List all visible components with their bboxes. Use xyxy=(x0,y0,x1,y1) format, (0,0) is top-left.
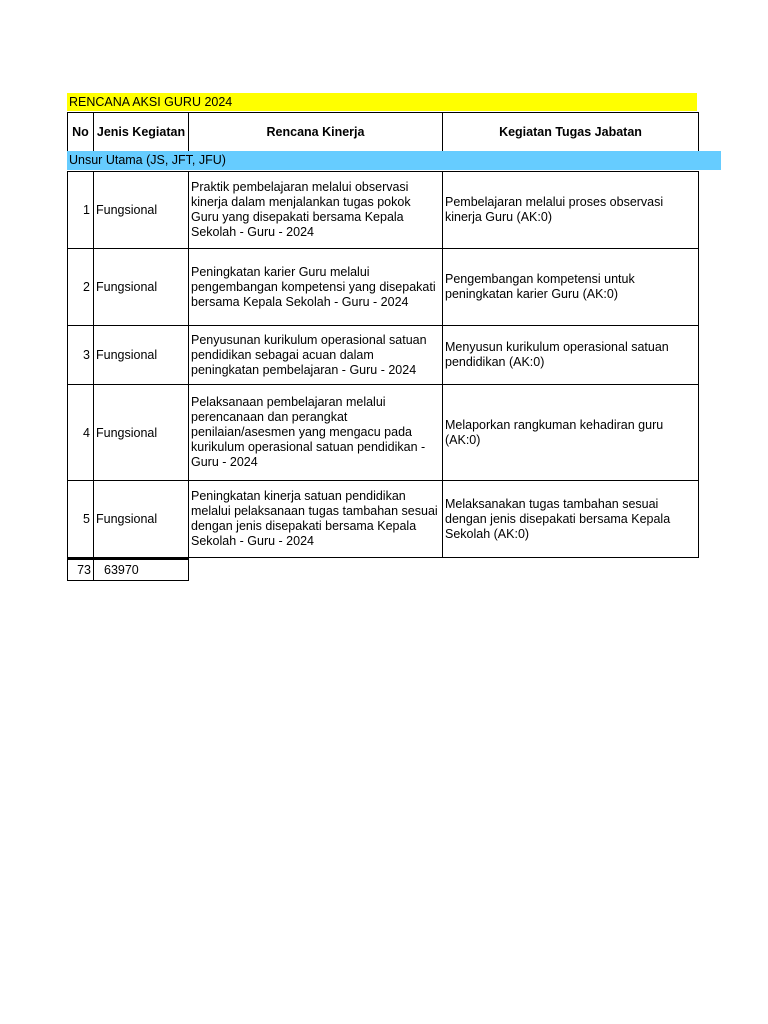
row-kegiatan: Melaksanakan tugas tambahan sesuai dengan jenis disepakati bersama Kepala Sekolah (AK:0) xyxy=(443,481,699,558)
action-plan-table xyxy=(67,112,699,558)
row-jenis: Fungsional xyxy=(94,326,189,385)
row-no: 3 xyxy=(68,326,94,385)
document-title: RENCANA AKSI GURU 2024 xyxy=(67,93,697,111)
header-jenis-kegiatan: Jenis Kegiatan xyxy=(94,113,189,152)
footer-left-value: 73 xyxy=(68,559,94,581)
row-kegiatan: Pembelajaran melalui proses observasi kinerja Guru (AK:0) xyxy=(443,172,699,249)
row-kegiatan: Melaporkan rangkuman kehadiran guru (AK:0) xyxy=(443,385,699,481)
row-rencana: Pelaksanaan pembelajaran melalui perencanaan dan perangkat penilaian/asesmen yang mengacu pada kurikulum operasional satuan pendidikan - Guru - 2024 xyxy=(189,385,443,481)
row-no: 5 xyxy=(68,481,94,558)
row-no: 4 xyxy=(68,385,94,481)
table-row xyxy=(68,481,699,558)
row-jenis: Fungsional xyxy=(94,481,189,558)
row-rencana: Peningkatan karier Guru melalui pengembangan kompetensi yang disepakati bersama Kepala Sekolah - Guru - 2024 xyxy=(189,249,443,326)
header-row xyxy=(68,113,699,152)
header-no: No xyxy=(68,113,94,152)
table-row xyxy=(68,326,699,385)
header-rencana-kinerja: Rencana Kinerja xyxy=(189,113,443,152)
row-no: 2 xyxy=(68,249,94,326)
row-rencana: Praktik pembelajaran melalui observasi kinerja dalam menjalankan tugas pokok Guru yang disepakati bersama Kepala Sekolah - Guru - 2024 xyxy=(189,172,443,249)
table-row xyxy=(68,385,699,481)
header-kegiatan-tugas-jabatan: Kegiatan Tugas Jabatan xyxy=(443,113,699,152)
section-unsur-utama: Unsur Utama (JS, JFT, JFU) xyxy=(67,151,721,170)
row-kegiatan: Pengembangan kompetensi untuk peningkatan karier Guru (AK:0) xyxy=(443,249,699,326)
row-jenis: Fungsional xyxy=(94,172,189,249)
row-rencana: Peningkatan kinerja satuan pendidikan melalui pelaksanaan tugas tambahan sesuai dengan jenis disepakati bersama Kepala Sekolah - Guru - 2024 xyxy=(189,481,443,558)
footer-summary xyxy=(67,558,189,581)
row-no: 1 xyxy=(68,172,94,249)
row-kegiatan: Menyusun kurikulum operasional satuan pendidikan (AK:0) xyxy=(443,326,699,385)
row-jenis: Fungsional xyxy=(94,385,189,481)
table-row xyxy=(68,172,699,249)
row-jenis: Fungsional xyxy=(94,249,189,326)
table-row xyxy=(68,249,699,326)
row-rencana: Penyusunan kurikulum operasional satuan pendidikan sebagai acuan dalam peningkatan pembelajaran - Guru - 2024 xyxy=(189,326,443,385)
footer-right-value: 63970 xyxy=(94,559,189,581)
